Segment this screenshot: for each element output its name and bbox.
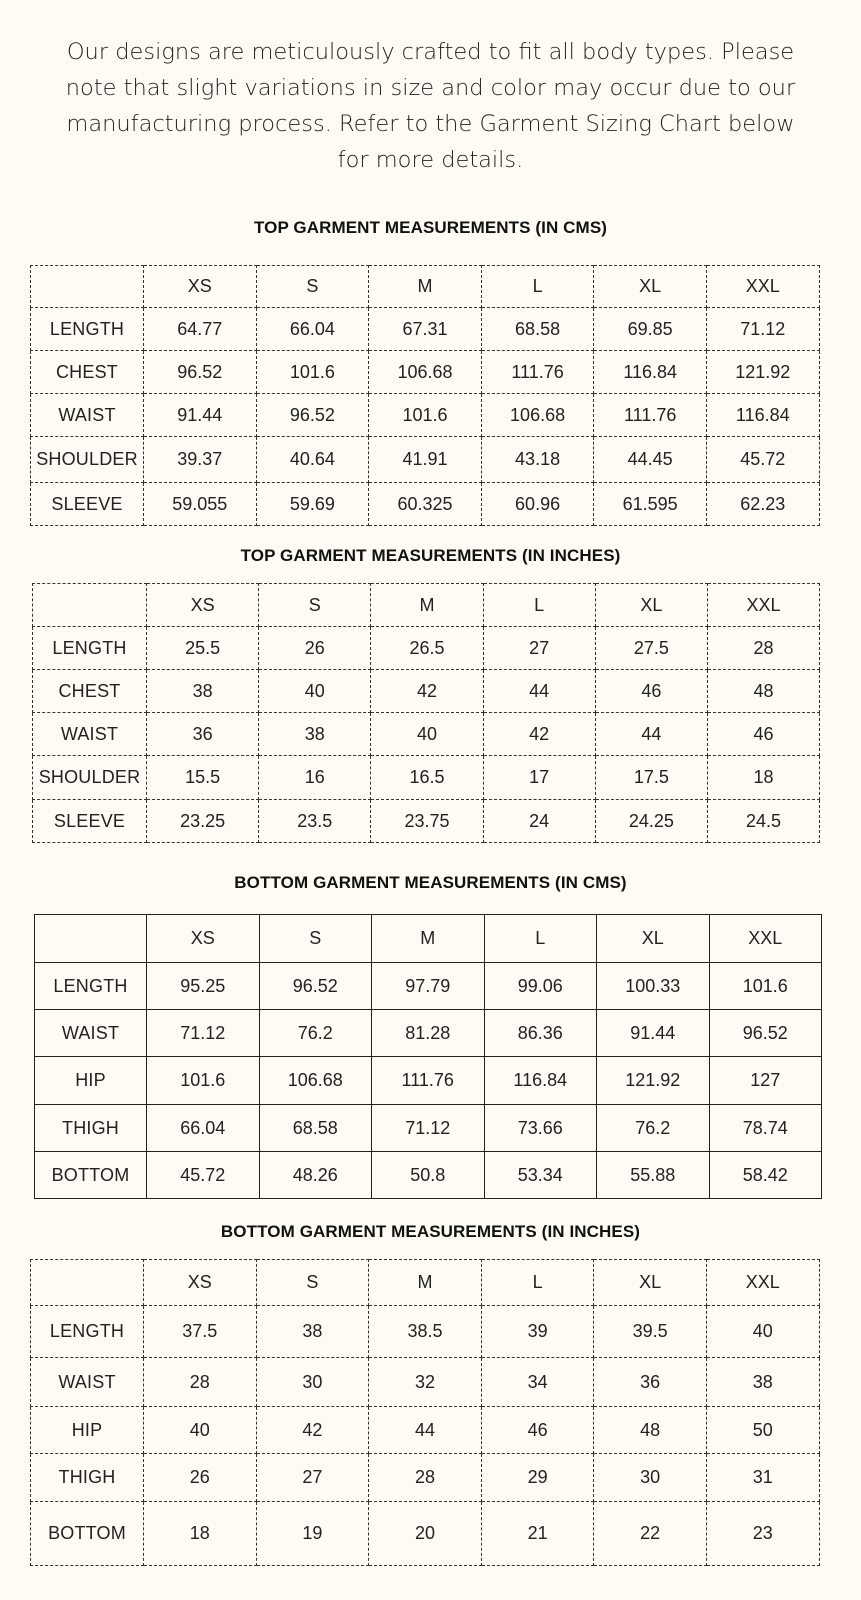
row-label: HIP (31, 1407, 144, 1454)
cell-value: 44.45 (594, 437, 707, 483)
cell-value: 44 (483, 670, 595, 713)
cell-value: 44 (595, 713, 707, 756)
corner-cell (35, 915, 147, 963)
cell-value: 22 (594, 1502, 707, 1566)
table-row (31, 483, 820, 526)
row-label: HIP (35, 1057, 147, 1105)
cell-value: 31 (706, 1454, 819, 1502)
row-label: BOTTOM (31, 1502, 144, 1566)
cell-value: 48 (594, 1407, 707, 1454)
cell-value: 116.84 (484, 1057, 597, 1105)
cell-value: 111.76 (594, 394, 707, 437)
cell-value: 100.33 (597, 963, 710, 1010)
cell-value: 68.58 (259, 1105, 372, 1152)
size-table-bottom-inches (30, 1259, 820, 1566)
cell-value: 101.6 (369, 394, 482, 437)
cell-value: 26 (144, 1454, 257, 1502)
size-header: XXL (707, 584, 819, 627)
row-label: SLEEVE (31, 483, 144, 526)
size-header: L (483, 584, 595, 627)
cell-value: 30 (594, 1454, 707, 1502)
size-header: S (259, 915, 372, 963)
cell-value: 91.44 (144, 394, 257, 437)
table-header-row (35, 915, 822, 963)
cell-value: 97.79 (372, 963, 485, 1010)
cell-value: 39.5 (594, 1306, 707, 1358)
size-header: M (369, 266, 482, 308)
row-label: THIGH (31, 1454, 144, 1502)
corner-cell (31, 1260, 144, 1306)
row-label: THIGH (35, 1105, 147, 1152)
cell-value: 76.2 (259, 1010, 372, 1057)
table-header-row (33, 584, 820, 627)
cell-value: 121.92 (706, 351, 819, 394)
cell-value: 38 (259, 713, 371, 756)
cell-value: 101.6 (147, 1057, 260, 1105)
cell-value: 19 (256, 1502, 369, 1566)
table-row (31, 1407, 820, 1454)
cell-value: 46 (481, 1407, 594, 1454)
cell-value: 29 (481, 1454, 594, 1502)
table-row (35, 1010, 822, 1057)
cell-value: 106.68 (259, 1057, 372, 1105)
size-header: M (371, 584, 483, 627)
cell-value: 27 (256, 1454, 369, 1502)
row-label: BOTTOM (35, 1152, 147, 1199)
cell-value: 71.12 (706, 308, 819, 351)
cell-value: 18 (707, 756, 819, 800)
cell-value: 106.68 (369, 351, 482, 394)
row-label: CHEST (33, 670, 147, 713)
cell-value: 59.055 (144, 483, 257, 526)
cell-value: 17 (483, 756, 595, 800)
cell-value: 55.88 (597, 1152, 710, 1199)
cell-value: 53.34 (484, 1152, 597, 1199)
cell-value: 23 (706, 1502, 819, 1566)
table-row (35, 1105, 822, 1152)
cell-value: 78.74 (709, 1105, 822, 1152)
size-header: XXL (709, 915, 822, 963)
cell-value: 66.04 (256, 308, 369, 351)
size-header: XS (144, 266, 257, 308)
cell-value: 23.25 (147, 800, 259, 843)
cell-value: 96.52 (144, 351, 257, 394)
intro-line: for more details. (337, 147, 524, 173)
corner-cell (33, 584, 147, 627)
table-row (35, 963, 822, 1010)
size-header: S (256, 1260, 369, 1306)
cell-value: 44 (369, 1407, 482, 1454)
cell-value: 46 (707, 713, 819, 756)
table-row (35, 1152, 822, 1199)
size-table-bottom-cms (34, 914, 822, 1199)
size-header: L (481, 266, 594, 308)
row-label: LENGTH (31, 308, 144, 351)
cell-value: 67.31 (369, 308, 482, 351)
cell-value: 106.68 (481, 394, 594, 437)
row-label: WAIST (33, 713, 147, 756)
cell-value: 27.5 (595, 627, 707, 670)
cell-value: 76.2 (597, 1105, 710, 1152)
cell-value: 37.5 (144, 1306, 257, 1358)
cell-value: 71.12 (147, 1010, 260, 1057)
table-row (31, 1454, 820, 1502)
cell-value: 42 (256, 1407, 369, 1454)
row-label: WAIST (31, 1358, 144, 1407)
cell-value: 41.91 (369, 437, 482, 483)
cell-value: 111.76 (481, 351, 594, 394)
row-label: SLEEVE (33, 800, 147, 843)
cell-value: 96.52 (256, 394, 369, 437)
table-row (31, 308, 820, 351)
cell-value: 43.18 (481, 437, 594, 483)
cell-value: 91.44 (597, 1010, 710, 1057)
section-title-bottom-inches: BOTTOM GARMENT MEASUREMENTS (IN INCHES) (220, 1222, 641, 1241)
cell-value: 16 (259, 756, 371, 800)
cell-value: 24 (483, 800, 595, 843)
table-row (33, 800, 820, 843)
cell-value: 116.84 (594, 351, 707, 394)
size-header: M (372, 915, 485, 963)
size-header: XL (595, 584, 707, 627)
cell-value: 95.25 (147, 963, 260, 1010)
cell-value: 50 (706, 1407, 819, 1454)
cell-value: 17.5 (595, 756, 707, 800)
cell-value: 42 (371, 670, 483, 713)
size-header: XS (147, 915, 260, 963)
row-label: LENGTH (33, 627, 147, 670)
row-label: WAIST (31, 394, 144, 437)
section-title-top-inches: TOP GARMENT MEASUREMENTS (IN INCHES) (240, 546, 621, 565)
size-table-top-cms (30, 265, 820, 526)
size-header: XXL (706, 266, 819, 308)
corner-cell (31, 266, 144, 308)
cell-value: 23.75 (371, 800, 483, 843)
cell-value: 28 (369, 1454, 482, 1502)
table-row (31, 351, 820, 394)
size-header: XS (147, 584, 259, 627)
intro-line: manufacturing process. Refer to the Garment Sizing Chart below (66, 111, 795, 137)
size-header: M (369, 1260, 482, 1306)
cell-value: 111.76 (372, 1057, 485, 1105)
intro-line: Our designs are meticulously crafted to fit all body types. Please (66, 39, 795, 65)
size-header: XL (594, 266, 707, 308)
table-row (31, 1358, 820, 1407)
cell-value: 45.72 (147, 1152, 260, 1199)
cell-value: 71.12 (372, 1105, 485, 1152)
size-header: XS (144, 1260, 257, 1306)
cell-value: 38 (706, 1358, 819, 1407)
cell-value: 127 (709, 1057, 822, 1105)
section-title-bottom-cms: BOTTOM GARMENT MEASUREMENTS (IN CMS) (234, 873, 627, 892)
cell-value: 50.8 (372, 1152, 485, 1199)
cell-value: 101.6 (709, 963, 822, 1010)
size-header: XL (594, 1260, 707, 1306)
cell-value: 68.58 (481, 308, 594, 351)
table-row (31, 394, 820, 437)
intro-text (40, 34, 821, 178)
table-row (33, 627, 820, 670)
row-label: CHEST (31, 351, 144, 394)
cell-value: 25.5 (147, 627, 259, 670)
cell-value: 15.5 (147, 756, 259, 800)
cell-value: 59.69 (256, 483, 369, 526)
row-label: LENGTH (31, 1306, 144, 1358)
cell-value: 34 (481, 1358, 594, 1407)
table-row (33, 670, 820, 713)
cell-value: 38 (147, 670, 259, 713)
size-table-top-inches (32, 583, 820, 843)
row-label: WAIST (35, 1010, 147, 1057)
table-row (33, 713, 820, 756)
cell-value: 46 (595, 670, 707, 713)
cell-value: 28 (707, 627, 819, 670)
cell-value: 23.5 (259, 800, 371, 843)
cell-value: 39 (481, 1306, 594, 1358)
cell-value: 60.96 (481, 483, 594, 526)
cell-value: 26 (259, 627, 371, 670)
cell-value: 64.77 (144, 308, 257, 351)
cell-value: 81.28 (372, 1010, 485, 1057)
cell-value: 45.72 (706, 437, 819, 483)
size-header: S (256, 266, 369, 308)
cell-value: 26.5 (371, 627, 483, 670)
cell-value: 99.06 (484, 963, 597, 1010)
cell-value: 40 (371, 713, 483, 756)
cell-value: 28 (144, 1358, 257, 1407)
table-row (31, 1306, 820, 1358)
cell-value: 101.6 (256, 351, 369, 394)
size-header: XXL (706, 1260, 819, 1306)
cell-value: 24.5 (707, 800, 819, 843)
cell-value: 39.37 (144, 437, 257, 483)
cell-value: 18 (144, 1502, 257, 1566)
size-header: L (484, 915, 597, 963)
cell-value: 30 (256, 1358, 369, 1407)
cell-value: 121.92 (597, 1057, 710, 1105)
cell-value: 21 (481, 1502, 594, 1566)
cell-value: 36 (147, 713, 259, 756)
cell-value: 48 (707, 670, 819, 713)
size-header: L (481, 1260, 594, 1306)
cell-value: 32 (369, 1358, 482, 1407)
table-row (31, 1502, 820, 1566)
cell-value: 58.42 (709, 1152, 822, 1199)
cell-value: 40 (144, 1407, 257, 1454)
cell-value: 42 (483, 713, 595, 756)
cell-value: 38 (256, 1306, 369, 1358)
cell-value: 24.25 (595, 800, 707, 843)
table-header-row (31, 266, 820, 308)
section-title-top-cms: TOP GARMENT MEASUREMENTS (IN CMS) (253, 218, 608, 237)
size-header: S (259, 584, 371, 627)
cell-value: 27 (483, 627, 595, 670)
size-header: XL (597, 915, 710, 963)
row-label: SHOULDER (33, 756, 147, 800)
cell-value: 69.85 (594, 308, 707, 351)
cell-value: 61.595 (594, 483, 707, 526)
cell-value: 96.52 (259, 963, 372, 1010)
cell-value: 36 (594, 1358, 707, 1407)
table-header-row (31, 1260, 820, 1306)
cell-value: 38.5 (369, 1306, 482, 1358)
cell-value: 60.325 (369, 483, 482, 526)
cell-value: 73.66 (484, 1105, 597, 1152)
cell-value: 16.5 (371, 756, 483, 800)
table-row (31, 437, 820, 483)
cell-value: 20 (369, 1502, 482, 1566)
table-row (35, 1057, 822, 1105)
cell-value: 40 (259, 670, 371, 713)
cell-value: 66.04 (147, 1105, 260, 1152)
row-label: SHOULDER (31, 437, 144, 483)
intro-line: note that slight variations in size and color may occur due to our (65, 75, 796, 101)
cell-value: 86.36 (484, 1010, 597, 1057)
cell-value: 40 (706, 1306, 819, 1358)
cell-value: 48.26 (259, 1152, 372, 1199)
cell-value: 62.23 (706, 483, 819, 526)
table-row (33, 756, 820, 800)
row-label: LENGTH (35, 963, 147, 1010)
cell-value: 116.84 (706, 394, 819, 437)
cell-value: 40.64 (256, 437, 369, 483)
cell-value: 96.52 (709, 1010, 822, 1057)
